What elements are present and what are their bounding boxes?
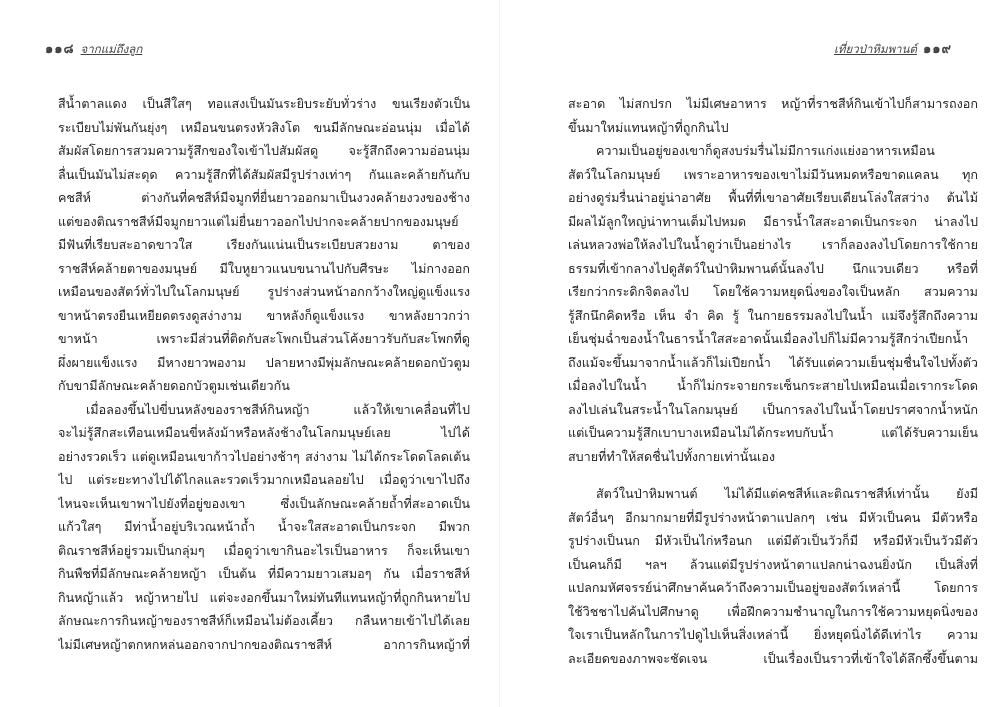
text-line: ราชสีห์คล้ายตาของมนุษย์ มีใบหูยาวแนบขนานไปกับศีรษะ ไม่กางออก bbox=[58, 260, 470, 276]
text-line: สบายที่ทำให้สดชื่นไปทั้งกายเท่านั้นเอง bbox=[568, 448, 776, 464]
text-line: ลื่นเป็นมันไม่สะดุด ความรู้สึกที่ได้สัมผัสมีรูปร่างเท่าๆ กันและคล้ายกันกับ bbox=[58, 166, 470, 182]
text-line: ระเบียบไม่พันกันยุ่งๆ เหมือนขนตรงหัวสิงโต ขนมีลักษณะอ่อนนุ่ม เมื่อได้ bbox=[58, 119, 470, 135]
left-header-title: จากแม่ถึงลูก bbox=[80, 42, 143, 56]
text-line: อย่างรวดเร็ว แต่ดูเหมือนเขาก้าวไปอย่างช้าๆ สง่างาม ไม่ได้กระโดดโลดเต้น bbox=[58, 448, 470, 464]
text-line: เหมือนของสัตว์ทั่วไปในโลกมนุษย์ รูปร่างส่วนหน้าอกกว้างใหญ่ดูแข็งแรง bbox=[58, 284, 470, 299]
text-line: ใช้วิชชาไปค้นไปศึกษาดู เพื่อฝึกความชำนาญในการใช้ความหยุดนิ่งของ bbox=[568, 603, 978, 619]
text-line: ผึ่งผายแข็งแรง มีหางยาวพองาม ปลายหางมีพุ่มลักษณะคล้ายดอกบัวตูม bbox=[58, 354, 470, 370]
text-line: ลักษณะการกินหญ้าของราชสีห์ก็เหมือนไม่ต้องเคี้ยว กลืนหายเข้าไปได้เลย bbox=[58, 613, 470, 628]
text-line: ละเอียดของภาพจะชัดเจน เป็นเรื่องเป็นราวที่เข้าใจได้ลึกซึ้งขึ้นตาม bbox=[568, 650, 978, 666]
text-line: แต่เป็นความรู้สึกเบาบางเหมือนไม่ได้กระทบกับน้ำ แต่ได้รับความเย็น bbox=[568, 425, 978, 440]
text-line: กินหญ้าแล้ว หญ้าหายไป แต่จะงอกขึ้นมาใหม่ทันทีแทนหญ้าที่ถูกกินหายไป bbox=[58, 589, 470, 605]
left-body-text bbox=[58, 92, 470, 656]
text-line: สะอาด ไม่สกปรก ไม่มีเศษอาหาร หญ้าที่ราชสีห์กินเข้าไปก็สามารถงอก bbox=[568, 96, 978, 111]
text-line: เรียกว่ากระดิกจิตลงไป โดยใช้ความหยุดนิ่งของใจเป็นหลัก สวมความ bbox=[568, 284, 978, 299]
text-line: ไหนจะเห็นเขาพาไปยังที่อยู่ของเขา ซึ่งเป็นลักษณะคล้ายถ้ำที่สะอาดเป็น bbox=[58, 495, 470, 511]
text-line: สัตว์ในป่าหิมพานต์ ไม่ได้มีแต่คชสีห์และติณราชสีห์เท่านั้น ยังมี bbox=[596, 486, 978, 501]
text-line: แก้วใสๆ มีท่าน้ำอยู่บริเวณหน้าถ้ำ น้ำจะใสสะอาดเป็นกระจก มีพวก bbox=[58, 519, 470, 534]
text-line: รู้สึกนึกคิดหรือ เห็น จำ คิด รู้ ในกายธรรมลงไปในน้ำ แม่จึงรู้สึกถึงความ bbox=[568, 307, 978, 323]
text-line: สัตว์อื่นๆ อีกมากมายที่มีรูปร่างหน้าตาแปลกๆ เช่น มีหัวเป็นคน มีตัวหรือ bbox=[568, 509, 978, 525]
text-line: ถึงแม้จะขึ้นมาจากน้ำแล้วก็ไม่เปียกน้ำ ได้รับแต่ความเย็นชุ่มชื่นใจไปทั้งตัว bbox=[568, 354, 978, 370]
text-line: อย่างดูร่มรื่นน่าอยู่น่าอาศัย พื้นที่ที่เขาอาศัยเรียบเตียนโล่งใสสว่าง ต้นไม้ bbox=[568, 190, 978, 205]
text-line: ติณราชสีห์อยู่รวมเป็นกลุ่มๆ เมื่อดูว่าเขากินอะไรเป็นอาหาร ก็จะเห็นเขา bbox=[58, 542, 470, 558]
text-line: ไป แต่ระยะทางไปได้ไกลและรวดเร็วมากเหมือนลอยไป เมื่อดูว่าเขาไปถึง bbox=[58, 472, 470, 487]
text-line: แต่ของติณราชสีห์มีจมูกยาวแต่ไม่ยื่นยาวออกไปปากจะคล้ายปากของมนุษย์ bbox=[58, 213, 459, 229]
text-line: ไม่มีเศษหญ้าตกหกหล่นออกจากปากของติณราชสีห์ อาการกินหญ้าที่ bbox=[58, 636, 470, 652]
left-page-number: ๑๑๘ bbox=[45, 42, 75, 57]
text-line: ใจเราเป็นหลักในการไปดูไปเห็นสิ่งเหล่านี้ ยิ่งหยุดนิ่งได้ดีเท่าไร ความ bbox=[568, 627, 978, 642]
text-line: เป็นคนก็มี ฯลฯ ล้วนแต่มีรูปร่างหน้าตาแปลกน่าฉงนยิ่งนัก เป็นสิ่งที่ bbox=[568, 556, 978, 572]
left-running-header bbox=[45, 38, 148, 59]
text-line: เมื่อลงไปในน้ำ น้ำก็ไม่กระจายกระเซ็นกระสายไปเหมือนเมื่อเรากระโดด bbox=[568, 378, 978, 393]
text-line: ขึ้นมาใหม่แทนหญ้าที่ถูกกินไป bbox=[568, 119, 729, 135]
text-line: มีผลไม้ลูกใหญ่น่าทานเต็มไปหมด มีธารน้ำใสสะอาดเป็นกระจก น่าลงไป bbox=[568, 213, 978, 229]
text-line: เย็นชุ่มฉ่ำของน้ำในธารน้ำใสสะอาดนั้นเมื่อลงไปก็ไม่มีความรู้สึกว่าเปียกน้ำ bbox=[568, 331, 969, 346]
text-line: คชสีห์ ต่างกันที่คชสีห์มีจมูกที่ยื่นยาวออกมาเป็นงวงคล้ายงวงของช้าง bbox=[58, 190, 470, 205]
text-line: กินพืชที่มีลักษณะคล้ายหญ้า เป็นต้น ที่มีความยาวเสมอๆ กัน เมื่อราชสีห์ bbox=[58, 566, 470, 581]
text-line: รูปร่างเป็นนก มีหัวเป็นไก่หรือนก แต่มีตัวเป็นวัวก็มี หรือมีหัวเป็นวัวมีตัว bbox=[568, 533, 978, 548]
right-page-number: ๑๑๙ bbox=[922, 42, 952, 57]
text-line: สัมผัสโดยการสวมความรู้สึกของใจเข้าไปสัมผัสดู จะรู้สึกถึงความอ่อนนุ่ม bbox=[58, 143, 470, 158]
text-line: ธรรมที่เข้ากลางไปดูสัตว์ในป่าหิมพานต์นั้นลงไป นึกแวบเดียว หรือที่ bbox=[568, 260, 978, 276]
text-line: มีฟันที่เรียบสะอาดขาวใส เรียงกันแน่นเป็นระเบียบสวยงาม ตาของ bbox=[58, 237, 470, 252]
right-running-header bbox=[828, 38, 952, 59]
text-line: เมื่อลองขึ้นไปขี่บนหลังของราชสีห์กินหญ้า แล้วให้เขาเคลื่อนที่ไป bbox=[86, 401, 470, 417]
right-body-text bbox=[568, 92, 978, 670]
text-line: ความเป็นอยู่ของเขาก็ดูสงบร่มรื่นไม่มีการแก่งแย่งอาหารเหมือน bbox=[596, 143, 935, 158]
text-line: จะไม่รู้สึกสะเทือนเหมือนขี่หลังม้าหรือหลังช้างในโลกมนุษย์เลย ไปได้ bbox=[58, 425, 470, 440]
right-header-title: เที่ยวป่าหิมพานต์ bbox=[833, 42, 917, 56]
text-line: ขาหน้าตรงยืนเหยียดตรงดูสง่างาม ขาหลังก็ดูแข็งแรง ขาหลังยาวกว่า bbox=[58, 307, 470, 323]
text-line: ขาหน้า เพราะมีส่วนที่ติดกับสะโพกเป็นส่วนโค้งยาวรับกับสะโพกที่ดู bbox=[58, 331, 470, 346]
text-line: กับขามีลักษณะคล้ายดอกบัวตูมเช่นเดียวกัน bbox=[58, 378, 290, 393]
text-line: เล่นหลวงพ่อให้ลงไปในน้ำดูว่าเป็นอย่างไร เราก็ลองลงไปโดยการใช้กาย bbox=[568, 237, 978, 252]
text-line: สัตว์ในโลกมนุษย์ เพราะอาหารของเขาไม่มีวันหมดหรือขาดแคลน ทุก bbox=[568, 166, 978, 182]
text-line: ลงไปเล่นในสระน้ำในโลกมนุษย์ เป็นการลงไปในน้ำโดยปราศจากน้ำหนัก bbox=[568, 401, 978, 417]
text-line: แปลกมหัศจรรย์น่าศึกษาค้นคว้าถึงความเป็นอยู่ของสัตว์เหล่านี้ โดยการ bbox=[568, 580, 978, 595]
right-page bbox=[500, 0, 1000, 707]
text-line: สีน้ำตาลแดง เป็นสีใสๆ ทอแสงเป็นมันระยิบระยับทั่วร่าง ขนเรียงตัวเป็น bbox=[58, 96, 470, 111]
paragraph-gap bbox=[568, 468, 978, 482]
